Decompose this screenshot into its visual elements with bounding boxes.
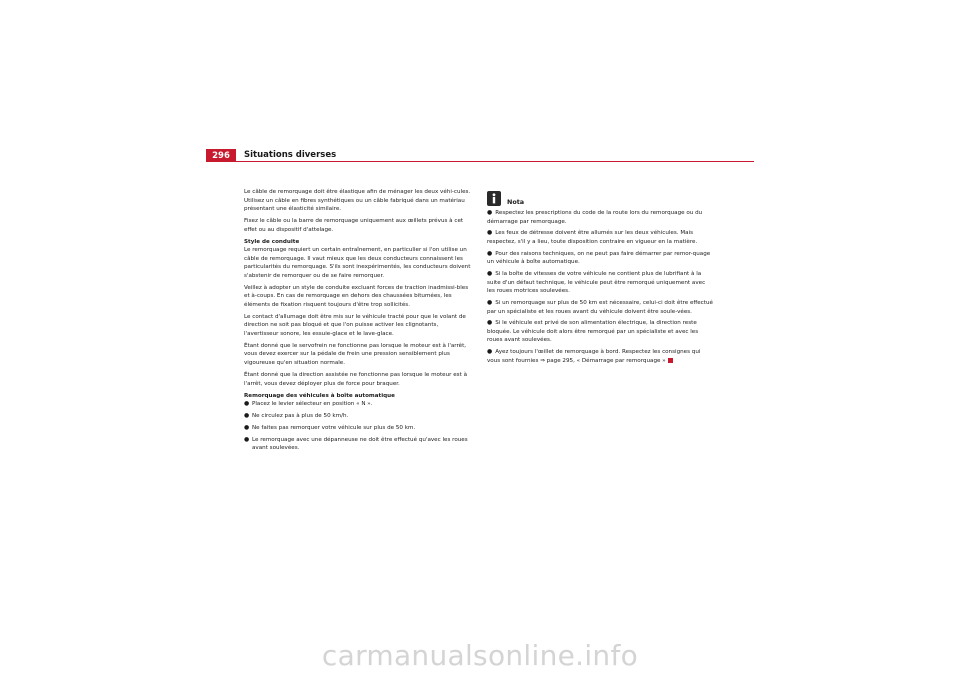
- bullet-icon: ●: [487, 270, 493, 278]
- list-item: ● Si le véhicule est privé de son alimentation électrique, la direction reste bloquée. Le véhicule doit alors être remorqué par un spécialiste et avec les roues avant soulevées.: [487, 319, 699, 344]
- watermark: carmanualsonline.info: [321, 639, 639, 672]
- paragraph: Étant donné que la direction assistée ne fonctionne pas lorsque le moteur est à l'arrêt, vous devez déployer plus de force pour braquer.: [244, 372, 467, 387]
- subheading-automatic: Remorquage des véhicules à boîte automatique: [244, 392, 395, 399]
- list-item: ● Ayez toujours l'œillet de remorquage à bord. Respectez les consignes qui vous sont fournies ⇒ page 295, « Démarrage par remorquage »: [487, 348, 701, 364]
- list-item: ● Pour des raisons techniques, on ne peut pas faire démarrer par remor-quage un véhicule à boîte automatique.: [487, 249, 711, 266]
- bullet-icon: ●: [487, 319, 493, 327]
- section-title: Situations diverses: [244, 150, 337, 160]
- paragraph: Veillez à adopter un style de conduite excluant forces de traction inadmissi-bles et à-coups. En cas de remorquage en dehors des chaussées bitumées, les éléments de fixation risquent toujours d'être trop sollicités.: [244, 284, 469, 308]
- nota-label: Nota: [507, 198, 525, 206]
- bullet-icon: ●: [244, 412, 250, 420]
- bullet-icon: ●: [487, 209, 493, 216]
- list-item: ● Respectez les prescriptions du code de la route lors du remorquage ou du démarrage par remorquage.: [487, 209, 703, 225]
- end-marker-icon: [668, 358, 673, 363]
- list-item: ● Ne faites pas remorquer votre véhicule sur plus de 50 km.: [244, 423, 416, 431]
- left-column: [244, 188, 472, 456]
- bullet-icon: ●: [487, 299, 493, 307]
- page-number: 296: [206, 149, 236, 162]
- bullet-icon: ●: [244, 435, 250, 443]
- bullet-icon: ●: [487, 348, 493, 356]
- paragraph: Le remorquage requiert un certain entraînement, en particulier si l'on utilise un câble de remorquage. Il vaut mieux que les deux conducteurs connaissent les particularités du remorquage. S'ils sont inexpérimentés, les conducteurs doivent s'abstenir de remorquer ou de se faire remorquer.: [244, 247, 471, 279]
- nota-header: [487, 190, 713, 206]
- bullet-icon: ●: [244, 400, 250, 408]
- list-item: ● Ne circulez pas à plus de 50 km/h.: [244, 412, 349, 420]
- bullet-icon: ●: [487, 249, 493, 257]
- page-reference-link[interactable]: ⇒ page 295, « Démarrage par remorquage »: [540, 357, 666, 364]
- header-rule: [206, 161, 754, 162]
- paragraph: Le contact d'allumage doit être mis sur le véhicule tracté pour que le volant de direction ne soit pas bloqué et que l'on puisse activer les clignotants, l'avertisseur sonore, les essuie-glace et le lave-glace.: [244, 313, 466, 337]
- list-item: ● Le remorquage avec une dépanneuse ne doit être effectué qu'avec les roues avant soulevées.: [244, 435, 468, 452]
- list-item: ● Si la boîte de vitesses de votre véhicule ne contient plus de lubrifiant à la suite d'un défaut technique, le véhicule peut être remorqué uniquement avec les roues motrices soulevées.: [487, 270, 706, 295]
- info-icon: [487, 191, 501, 206]
- paragraph: Étant donné que le servofrein ne fonctionne pas lorsque le moteur est à l'arrêt, vous devez exercer sur la pédale de frein une pression sensiblement plus vigoureuse qu'en situation normale.: [244, 342, 467, 366]
- list-item: ● Placez le levier sélecteur en position « N ».: [244, 400, 373, 408]
- paragraph: Fixez le câble ou la barre de remorquage uniquement aux œillets prévus à cet effet ou au dispositif d'attelage.: [244, 218, 464, 233]
- list-item: ● Les feux de détresse doivent être allumés sur les deux véhicules. Mais respectez, s'il y a lieu, toute disposition contraire en vigueur en la matière.: [487, 229, 698, 245]
- bullet-icon: ●: [487, 229, 493, 237]
- subheading-driving-style: Style de conduite: [244, 238, 300, 245]
- bullet-icon: ●: [244, 423, 250, 431]
- paragraph: Le câble de remorquage doit être élastique afin de ménager les deux véhi-cules. Utilisez un câble en fibres synthétiques ou un câble fabriqué dans un matériau présentant une élasticité similaire.: [244, 189, 471, 212]
- list-item: ● Si un remorquage sur plus de 50 km est nécessaire, celui-ci doit être effectué par un spécialiste et les roues avant du véhicule doivent être soule-vées.: [487, 299, 713, 315]
- nota-column: [487, 190, 713, 369]
